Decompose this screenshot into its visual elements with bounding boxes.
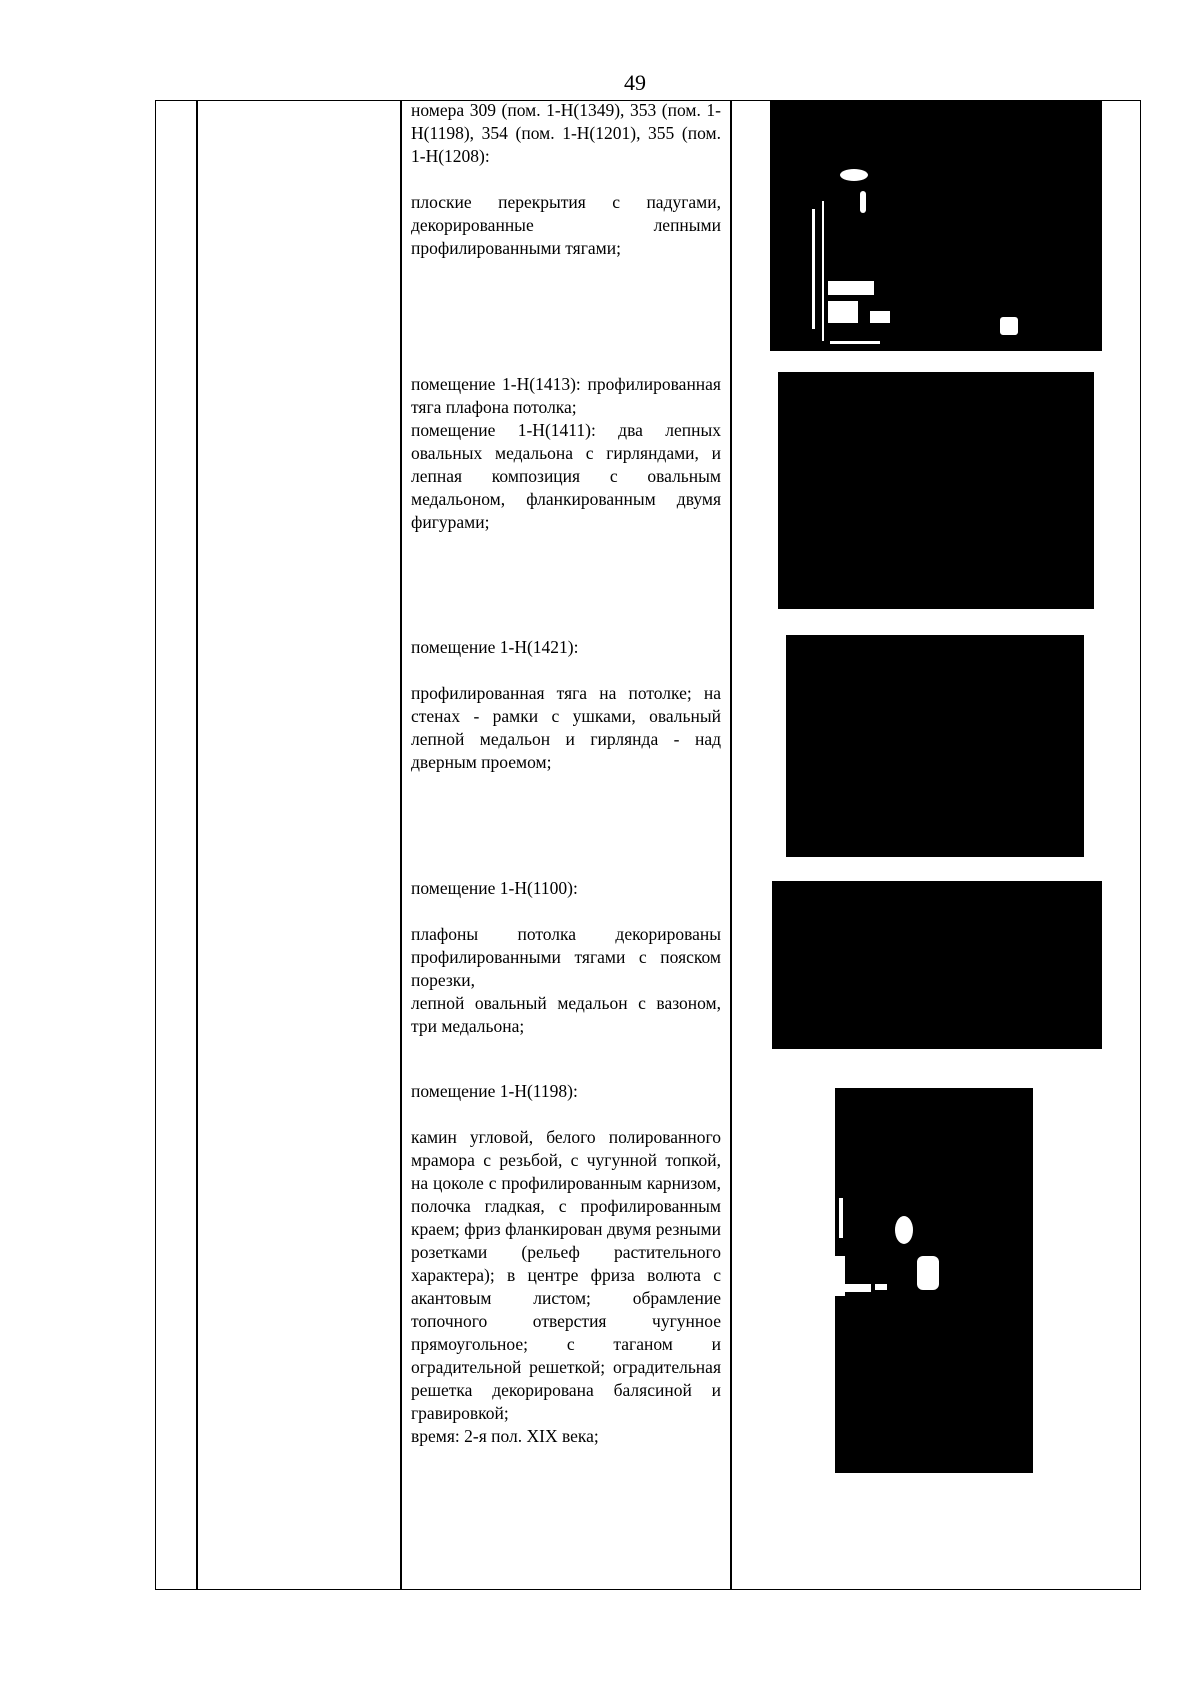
column-divider bbox=[730, 101, 732, 1589]
paragraph: помещение 1-Н(1413): профилированная тяга плафона потолка; bbox=[411, 374, 721, 417]
text-block-room-1421 bbox=[411, 636, 721, 774]
paragraph: плоские перекрытия с падугами, декорированные лепными профилированными тягами; bbox=[411, 192, 721, 258]
column-divider bbox=[196, 101, 198, 1589]
paragraph: плафоны потолка декорированы профилированными тягами с пояском порезки, bbox=[411, 924, 721, 990]
paragraph: номера 309 (пом. 1-Н(1349), 353 (пом. 1-Н(1198), 354 (пом. 1-Н(1201), 355 (пом. 1-Н(1208): bbox=[411, 100, 721, 166]
photo-ceiling-rooms bbox=[770, 101, 1102, 351]
text-block-rooms-309-355 bbox=[411, 99, 721, 260]
paragraph: помещение 1-Н(1198): bbox=[411, 1081, 578, 1101]
paragraph: камин угловой, белого полированного мрамора с резьбой, с чугунной топкой, на цоколе с профилированным карнизом, полочка гладкая, с профилированным краем; фриз фланкирован двумя резными розетками (рельеф растительного характера); в центре фриза волюта с акантовым листом; обрамление топочного отверстия чугунное прямоугольное; с таганом и оградительной решеткой; оградительная решетка декорирована балясиной и гравировкой; bbox=[411, 1127, 721, 1423]
column-divider bbox=[400, 101, 402, 1589]
text-block-room-1100 bbox=[411, 877, 721, 1038]
paragraph: помещение 1-Н(1421): bbox=[411, 637, 579, 657]
text-block-room-1198 bbox=[411, 1080, 721, 1448]
photo-room-1100 bbox=[772, 881, 1102, 1049]
photo-room-1421 bbox=[786, 635, 1084, 857]
paragraph: профилированная тяга на потолке; на стенах - рамки с ушками, овальный лепной медальон и гирлянда - над дверным проемом; bbox=[411, 683, 721, 772]
text-block-room-1413-1411 bbox=[411, 373, 721, 534]
paragraph: лепной овальный медальон с вазоном, три медальона; bbox=[411, 993, 721, 1036]
photo-fireplace-room-1198 bbox=[835, 1088, 1033, 1473]
paragraph: помещение 1-Н(1100): bbox=[411, 878, 578, 898]
paragraph: помещение 1-Н(1411): два лепных овальных медальона с гирляндами, и лепная композиция с овальным медальоном, фланкированным двумя фигурами; bbox=[411, 420, 721, 532]
page-number: 49 bbox=[624, 70, 646, 95]
photo-room-1413-1411 bbox=[778, 372, 1094, 609]
paragraph: время: 2-я пол. XIX века; bbox=[411, 1426, 599, 1446]
description-table bbox=[155, 100, 1141, 1590]
